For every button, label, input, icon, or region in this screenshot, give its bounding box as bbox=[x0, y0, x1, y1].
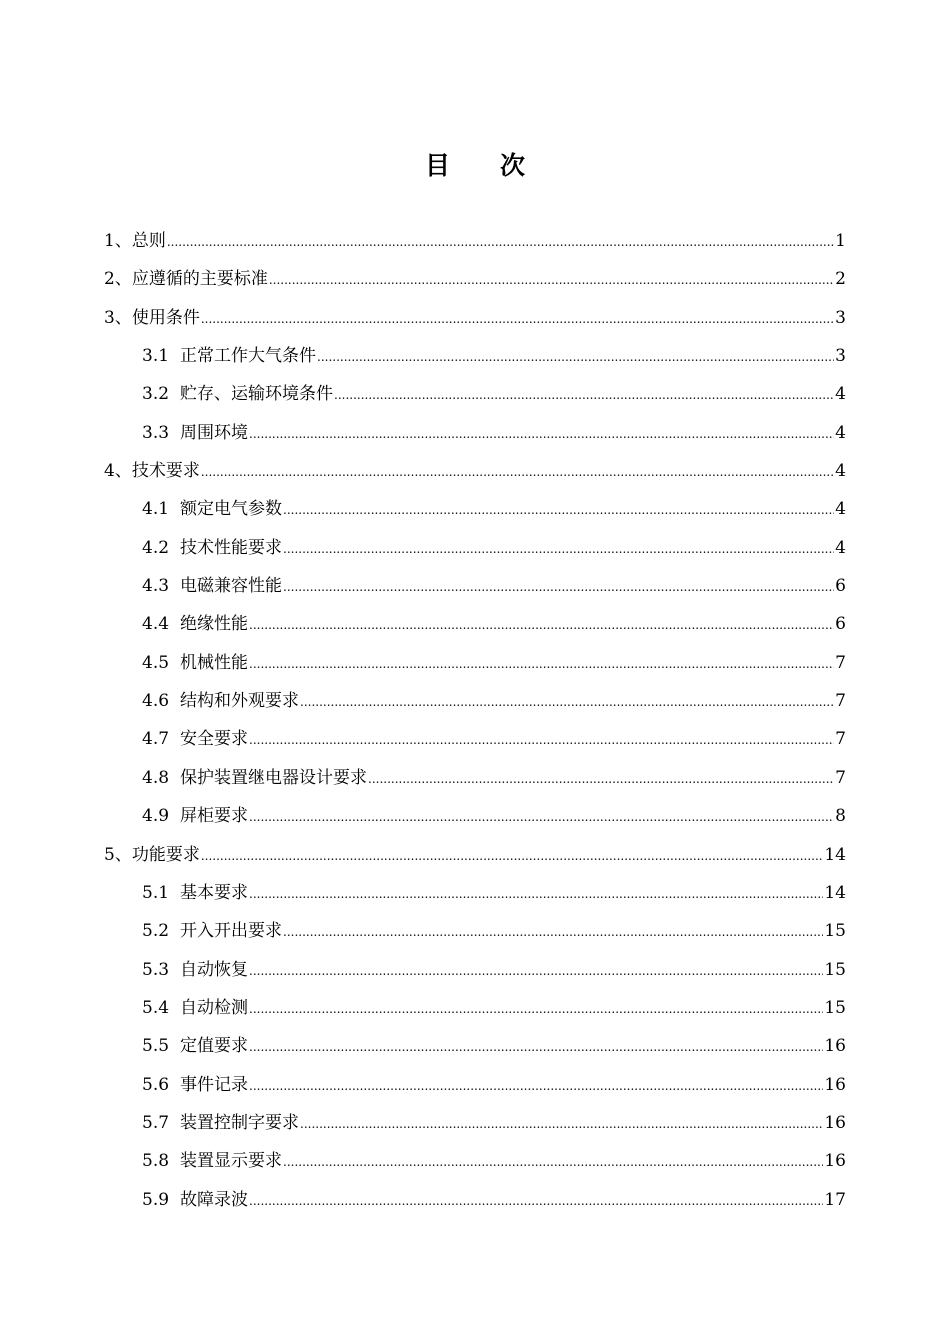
toc-entry-label: 使用条件 bbox=[131, 307, 200, 328]
toc-entry-page-number: 4 bbox=[835, 499, 846, 520]
toc-entry-page-number: 15 bbox=[824, 959, 846, 980]
toc-entry-number: 4.7 bbox=[142, 729, 170, 750]
toc-entry[interactable] bbox=[104, 912, 846, 950]
toc-entry-page-number: 2 bbox=[835, 269, 846, 290]
toc-entry-page-number: 7 bbox=[835, 729, 846, 750]
toc-dot-leader bbox=[249, 1181, 823, 1220]
toc-entry-number: 5.4 bbox=[142, 997, 170, 1018]
toc-dot-leader bbox=[269, 260, 834, 299]
toc-entry-number: 4.8 bbox=[142, 767, 170, 788]
toc-dot-leader bbox=[201, 299, 834, 338]
toc-entry-number: 5.6 bbox=[142, 1074, 170, 1095]
toc-entry-number: 4.4 bbox=[142, 614, 170, 635]
toc-entry[interactable] bbox=[104, 836, 846, 874]
toc-entry-number: 1、 bbox=[104, 231, 132, 251]
toc-entry-label: 额定电气参数 bbox=[180, 499, 282, 520]
toc-entry-page-number: 1 bbox=[835, 231, 846, 251]
toc-entry-page-number: 4 bbox=[835, 461, 846, 482]
toc-entry-number: 5.9 bbox=[142, 1189, 170, 1210]
toc-entry[interactable] bbox=[104, 490, 846, 528]
toc-entry[interactable] bbox=[104, 605, 846, 643]
toc-entry[interactable] bbox=[104, 797, 846, 835]
toc-entry-number: 5.3 bbox=[142, 959, 170, 980]
toc-dot-leader bbox=[368, 759, 834, 798]
toc-dot-leader bbox=[167, 222, 834, 261]
toc-dot-leader bbox=[249, 797, 834, 836]
toc-entry[interactable] bbox=[104, 874, 846, 912]
toc-entry-page-number: 6 bbox=[835, 576, 846, 597]
toc-entry[interactable] bbox=[104, 989, 846, 1027]
toc-entry[interactable] bbox=[104, 951, 846, 989]
toc-entry[interactable] bbox=[104, 260, 846, 298]
toc-entry[interactable] bbox=[104, 222, 846, 260]
toc-dot-leader bbox=[283, 912, 823, 951]
toc-dot-leader bbox=[300, 1104, 823, 1143]
toc-entry[interactable] bbox=[104, 375, 846, 413]
toc-entry-label: 基本要求 bbox=[180, 882, 248, 903]
toc-entry-label: 事件记录 bbox=[180, 1074, 248, 1095]
toc-entry-label: 保护装置继电器设计要求 bbox=[180, 767, 367, 788]
title-char-1: 目 bbox=[424, 151, 450, 180]
toc-dot-leader bbox=[317, 337, 834, 376]
toc-dot-leader bbox=[283, 529, 834, 568]
toc-entry[interactable] bbox=[104, 759, 846, 797]
toc-entry-label: 绝缘性能 bbox=[180, 614, 248, 635]
toc-dot-leader bbox=[283, 567, 834, 606]
toc-entry-label: 贮存、运输环境条件 bbox=[180, 384, 333, 405]
toc-entry[interactable] bbox=[104, 1027, 846, 1065]
toc-entry-page-number: 4 bbox=[835, 422, 846, 443]
toc-dot-leader bbox=[249, 720, 834, 759]
toc-entry-number: 3.2 bbox=[142, 384, 170, 405]
toc-entry-page-number: 15 bbox=[824, 921, 846, 942]
toc-entry-page-number: 7 bbox=[835, 652, 846, 673]
toc-entry-label: 机械性能 bbox=[180, 652, 248, 673]
toc-entry-number: 5.2 bbox=[142, 921, 170, 942]
toc-entry-page-number: 17 bbox=[824, 1189, 846, 1210]
toc-dot-leader bbox=[249, 605, 834, 644]
toc-entry[interactable] bbox=[104, 644, 846, 682]
toc-entry-number: 4.1 bbox=[142, 499, 170, 520]
toc-entry-label: 装置显示要求 bbox=[180, 1151, 282, 1172]
toc-entry-number: 4.9 bbox=[142, 806, 170, 827]
toc-entry[interactable] bbox=[104, 299, 846, 337]
toc-dot-leader bbox=[300, 682, 834, 721]
toc-entry[interactable] bbox=[104, 1142, 846, 1180]
toc-entry[interactable] bbox=[104, 1181, 846, 1219]
toc-entry-page-number: 16 bbox=[824, 1151, 846, 1172]
toc-entry-label: 装置控制字要求 bbox=[180, 1112, 299, 1133]
toc-dot-leader bbox=[249, 989, 823, 1028]
toc-entry-page-number: 6 bbox=[835, 614, 846, 635]
toc-entry-label: 定值要求 bbox=[180, 1036, 248, 1057]
toc-entry[interactable] bbox=[104, 452, 846, 490]
toc-entry-page-number: 4 bbox=[835, 384, 846, 405]
toc-entry-number: 4.5 bbox=[142, 652, 170, 673]
toc-entry-page-number: 3 bbox=[835, 346, 846, 367]
toc-dot-leader bbox=[249, 414, 834, 453]
toc-entry-label: 周围环境 bbox=[180, 422, 248, 443]
toc-entry-number: 5.8 bbox=[142, 1151, 170, 1172]
toc-entry-number: 3、 bbox=[104, 307, 132, 328]
toc-entry-number: 4.3 bbox=[142, 576, 170, 597]
table-of-contents bbox=[104, 222, 846, 1219]
toc-dot-leader bbox=[249, 644, 834, 683]
toc-dot-leader bbox=[334, 375, 834, 414]
toc-entry-number: 5.5 bbox=[142, 1036, 170, 1057]
toc-dot-leader bbox=[249, 1066, 823, 1105]
toc-entry-label: 屏柜要求 bbox=[180, 806, 248, 827]
toc-entry-number: 3.1 bbox=[142, 346, 170, 367]
toc-entry[interactable] bbox=[104, 529, 846, 567]
toc-entry-label: 正常工作大气条件 bbox=[180, 346, 316, 367]
toc-entry-label: 功能要求 bbox=[131, 844, 200, 865]
toc-entry-label: 总则 bbox=[131, 231, 166, 251]
toc-dot-leader bbox=[201, 836, 824, 875]
toc-entry-label: 技术性能要求 bbox=[180, 537, 282, 558]
toc-entry-label: 自动恢复 bbox=[180, 959, 248, 980]
toc-dot-leader bbox=[283, 490, 834, 529]
toc-entry-label: 结构和外观要求 bbox=[180, 691, 299, 712]
toc-entry[interactable] bbox=[104, 1066, 846, 1104]
toc-entry-label: 故障录波 bbox=[180, 1189, 248, 1210]
toc-entry[interactable] bbox=[104, 567, 846, 605]
toc-entry-page-number: 16 bbox=[824, 1112, 846, 1133]
toc-dot-leader bbox=[201, 452, 834, 491]
toc-entry[interactable] bbox=[104, 414, 846, 452]
toc-entry-label: 安全要求 bbox=[180, 729, 248, 750]
toc-entry-label: 技术要求 bbox=[131, 461, 200, 482]
toc-entry-number: 2、 bbox=[104, 269, 132, 290]
toc-entry-number: 5.7 bbox=[142, 1112, 170, 1133]
toc-dot-leader bbox=[249, 951, 823, 990]
toc-entry-label: 应遵循的主要标准 bbox=[131, 269, 268, 290]
toc-entry-label: 开入开出要求 bbox=[180, 921, 282, 942]
toc-entry-number: 5.1 bbox=[142, 882, 170, 903]
toc-entry-page-number: 14 bbox=[824, 882, 846, 903]
toc-entry-page-number: 8 bbox=[835, 806, 846, 827]
page-title bbox=[0, 146, 950, 182]
toc-entry-page-number: 16 bbox=[824, 1036, 846, 1057]
toc-entry-page-number: 7 bbox=[835, 767, 846, 788]
toc-entry-page-number: 14 bbox=[824, 844, 846, 865]
toc-entry-number: 5、 bbox=[104, 844, 132, 865]
toc-entry-label: 自动检测 bbox=[180, 997, 248, 1018]
toc-entry-page-number: 7 bbox=[835, 691, 846, 712]
toc-entry-page-number: 15 bbox=[824, 997, 846, 1018]
toc-dot-leader bbox=[249, 1027, 823, 1066]
toc-entry-page-number: 3 bbox=[835, 307, 846, 328]
toc-entry-label: 电磁兼容性能 bbox=[180, 576, 282, 597]
toc-entry-number: 4.2 bbox=[142, 537, 170, 558]
toc-entry-page-number: 16 bbox=[824, 1074, 846, 1095]
toc-entry[interactable] bbox=[104, 337, 846, 375]
toc-entry[interactable] bbox=[104, 682, 846, 720]
title-char-2: 次 bbox=[500, 151, 526, 180]
toc-entry-number: 3.3 bbox=[142, 422, 170, 443]
toc-dot-leader bbox=[283, 1142, 823, 1181]
toc-entry[interactable] bbox=[104, 720, 846, 758]
toc-entry-number: 4、 bbox=[104, 461, 132, 482]
toc-entry[interactable] bbox=[104, 1104, 846, 1142]
toc-dot-leader bbox=[249, 874, 823, 913]
toc-entry-page-number: 4 bbox=[835, 537, 846, 558]
toc-entry-number: 4.6 bbox=[142, 691, 170, 712]
